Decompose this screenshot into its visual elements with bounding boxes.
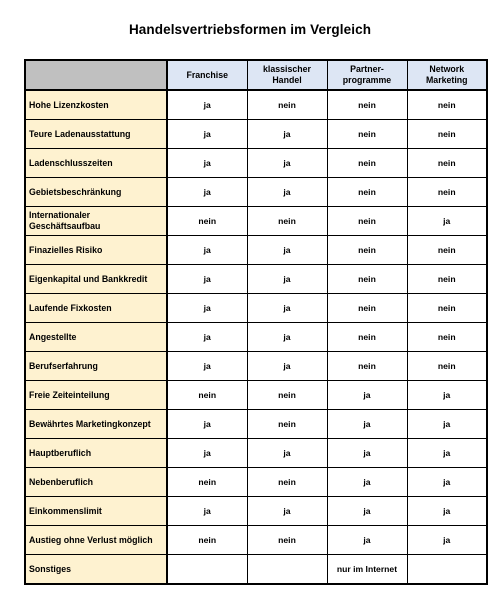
- row-label: Teure Ladenausstattung: [25, 120, 167, 149]
- table-cell: ja: [407, 439, 487, 468]
- row-label: Hohe Lizenzkosten: [25, 90, 167, 120]
- table-cell: nein: [327, 178, 407, 207]
- row-label: Eigenkapital und Bankkredit: [25, 265, 167, 294]
- table-row: [25, 352, 487, 381]
- row-label: Berufserfahrung: [25, 352, 167, 381]
- table-header-row: [25, 60, 487, 90]
- row-label: Austieg ohne Verlust möglich: [25, 526, 167, 555]
- table-cell: ja: [407, 410, 487, 439]
- table-cell: nein: [327, 236, 407, 265]
- table-cell: ja: [167, 439, 247, 468]
- row-label-line: Geschäftsaufbau: [29, 221, 101, 231]
- row-label: Finazielles Risiko: [25, 236, 167, 265]
- table-cell: nur im Internet: [327, 555, 407, 585]
- row-label: Gebietsbeschränkung: [25, 178, 167, 207]
- table-cell: ja: [327, 381, 407, 410]
- table-cell: nein: [327, 294, 407, 323]
- table-cell: nein: [407, 149, 487, 178]
- table-cell: ja: [327, 526, 407, 555]
- table-cell: ja: [247, 265, 327, 294]
- column-header-partnerprogramme: [327, 60, 407, 90]
- table-cell: ja: [167, 178, 247, 207]
- table-cell: nein: [327, 149, 407, 178]
- table-cell: ja: [247, 178, 327, 207]
- table-cell: ja: [167, 497, 247, 526]
- table-cell: ja: [327, 439, 407, 468]
- table-cell: nein: [407, 352, 487, 381]
- table-cell: ja: [407, 526, 487, 555]
- table-cell: nein: [407, 294, 487, 323]
- table-cell: nein: [327, 207, 407, 236]
- table-cell: nein: [247, 381, 327, 410]
- column-header-line: Network: [429, 64, 465, 74]
- table-cell: nein: [327, 90, 407, 120]
- table-cell: ja: [247, 439, 327, 468]
- column-header-klassischer-handel: [247, 60, 327, 90]
- column-header-network-marketing: [407, 60, 487, 90]
- table-cell: ja: [167, 120, 247, 149]
- column-header-line: Franchise: [186, 69, 229, 80]
- table-cell: nein: [247, 468, 327, 497]
- row-label: Sonstiges: [25, 555, 167, 585]
- row-label: Ladenschlusszeiten: [25, 149, 167, 178]
- table-row: [25, 149, 487, 178]
- table-cell: nein: [407, 120, 487, 149]
- table-cell: ja: [407, 381, 487, 410]
- table-cell: [247, 555, 327, 585]
- table-cell: ja: [247, 497, 327, 526]
- table-cell: [407, 555, 487, 585]
- table-cell: ja: [407, 497, 487, 526]
- table-row: [25, 526, 487, 555]
- table-row: [25, 381, 487, 410]
- table-cell: nein: [167, 468, 247, 497]
- table-row: [25, 410, 487, 439]
- table-cell: ja: [247, 323, 327, 352]
- table-cell: ja: [167, 90, 247, 120]
- table-cell: ja: [327, 468, 407, 497]
- row-label-line: Internationaler: [29, 210, 91, 220]
- table-cell: nein: [247, 207, 327, 236]
- row-label: Bewährtes Marketingkonzept: [25, 410, 167, 439]
- table-cell: nein: [247, 90, 327, 120]
- row-label: Freie Zeiteinteilung: [25, 381, 167, 410]
- table-cell: nein: [407, 236, 487, 265]
- table-cell: nein: [407, 323, 487, 352]
- table-cell: ja: [407, 207, 487, 236]
- table-body: [25, 90, 487, 584]
- table-cell: ja: [167, 410, 247, 439]
- table-cell: nein: [167, 207, 247, 236]
- table-cell: nein: [327, 120, 407, 149]
- table-row: [25, 468, 487, 497]
- column-header-line: Marketing: [425, 75, 468, 85]
- table-row: [25, 439, 487, 468]
- table-cell: nein: [327, 265, 407, 294]
- table-cell: nein: [407, 90, 487, 120]
- table-cell: nein: [407, 265, 487, 294]
- table-corner-cell: [25, 60, 167, 90]
- table-row: [25, 120, 487, 149]
- table-row: [25, 207, 487, 236]
- table-cell: ja: [167, 352, 247, 381]
- table-cell: ja: [247, 120, 327, 149]
- table-cell: ja: [247, 149, 327, 178]
- row-label: Angestellte: [25, 323, 167, 352]
- table-cell: nein: [167, 526, 247, 555]
- table-cell: ja: [327, 497, 407, 526]
- table-cell: ja: [167, 265, 247, 294]
- table-cell: ja: [167, 323, 247, 352]
- row-label: Einkommenslimit: [25, 497, 167, 526]
- table-cell: ja: [407, 468, 487, 497]
- table-cell: ja: [167, 149, 247, 178]
- page-title: Handelsvertriebsformen im Vergleich: [128, 22, 372, 37]
- table-row: [25, 294, 487, 323]
- table-row: [25, 90, 487, 120]
- table-row: [25, 178, 487, 207]
- table-cell: ja: [167, 294, 247, 323]
- table-cell: ja: [247, 294, 327, 323]
- table-cell: nein: [167, 381, 247, 410]
- row-label: Hauptberuflich: [25, 439, 167, 468]
- comparison-table: [24, 59, 488, 585]
- table-cell: nein: [327, 323, 407, 352]
- table-cell: nein: [407, 178, 487, 207]
- table-cell: ja: [247, 236, 327, 265]
- table-cell: ja: [327, 410, 407, 439]
- column-header-franchise: [167, 60, 247, 90]
- row-label: Nebenberuflich: [25, 468, 167, 497]
- table-row: [25, 497, 487, 526]
- table-cell: nein: [247, 410, 327, 439]
- table-cell: nein: [247, 526, 327, 555]
- column-header-line: programme: [342, 75, 392, 85]
- table-cell: nein: [327, 352, 407, 381]
- table-cell: ja: [247, 352, 327, 381]
- table-cell: ja: [167, 236, 247, 265]
- row-label: [25, 207, 167, 236]
- row-label: Laufende Fixkosten: [25, 294, 167, 323]
- table-cell: [167, 555, 247, 585]
- table-row: [25, 555, 487, 585]
- column-header-line: Partner-: [350, 64, 384, 74]
- table-row: [25, 323, 487, 352]
- table-row: [25, 265, 487, 294]
- column-header-line: Handel: [272, 75, 302, 85]
- table-row: [25, 236, 487, 265]
- column-header-line: klassischer: [263, 64, 311, 74]
